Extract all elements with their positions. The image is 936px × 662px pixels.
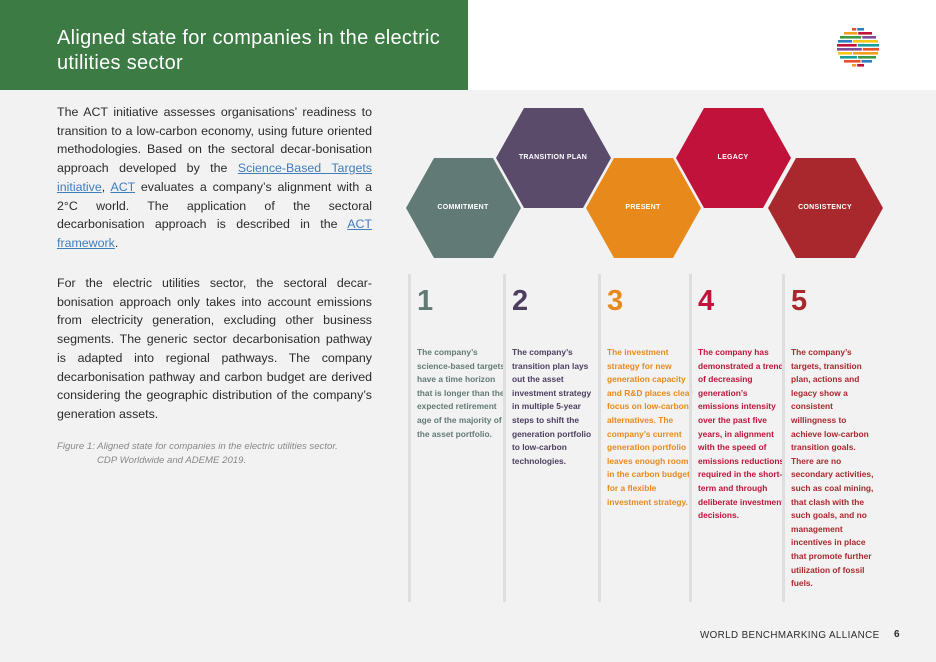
logo-stripe: [858, 56, 876, 59]
criteria-column-1: [408, 274, 503, 602]
criteria-column-3: [598, 274, 693, 602]
criteria-number: 3: [607, 285, 624, 317]
page-title: Aligned state for companies in the electric utilities sector: [57, 27, 441, 74]
logo-stripe: [844, 60, 861, 63]
criteria-number: 2: [512, 285, 529, 317]
hexagon-label: PRESENT: [625, 204, 661, 211]
criteria-description: The company’s transition plan lays out the asset investment strategy in multiple 5-year steps to shift the generation portfolio to low-carbon technologies.: [512, 347, 592, 466]
hexagon-label: TRANSITION PLAN: [518, 154, 588, 161]
logo-stripe: [837, 48, 862, 51]
logo-stripe: [863, 48, 879, 51]
figure-caption: [57, 440, 379, 468]
criteria-number: 1: [417, 285, 434, 317]
logo-stripe: [857, 28, 864, 31]
criteria-description: The investment strategy for new generation capacity and R&D places clear focus on low-carbon alternatives. The company’s current generation portfolio leaves enough room in the carbon budget for a flexible investment strategy.: [607, 347, 693, 507]
intro-paragraph: [57, 103, 372, 253]
page-number: 6: [894, 629, 900, 640]
act-framework-link[interactable]: ACT framework: [57, 217, 372, 250]
logo-stripe: [840, 56, 857, 59]
sector-paragraph: For the electric utilities sector, the sectoral decar-bonisation approach only takes into account emissions from electricity generation, excluding other business segments. The generic sector decarbonisation pathway is adapted into regional pathways. The company decarbonisation pathway and carbon budget are derived considering the geographic distribution of the company’s generation assets.: [57, 276, 372, 421]
striped-globe-logo: [836, 26, 880, 68]
criteria-description: The company has demonstrated a trend of decreasing generation’s emissions intensity over the past five years, in alignment with the speed of emissions reductions required in the short-term and through deliberate investment decisions.: [698, 347, 785, 521]
logo-stripe: [858, 44, 879, 47]
intro-text-1: The ACT initiative assesses organisations’ readiness to transition to a low-carbon economy, using future oriented methodologies. Based on the sectoral decar-bonisation approach developed by the: [57, 105, 372, 176]
logo-stripe: [857, 64, 864, 67]
criteria-number: 5: [791, 285, 808, 317]
caption-line-1: Figure 1: Aligned state for companies in the electric utilities sector.: [57, 441, 338, 452]
criteria-description: The company’s targets, transition plan, actions and legacy show a consistent willingness to achieve low-carbon transition goals. There are no secondary activities, such as coal mining, that clash with the such goals, and no management incentives in place that promote further utilization of fossil fuels.: [791, 347, 874, 589]
hexagon-label: LEGACY: [717, 154, 749, 161]
criteria-column-5: [782, 274, 877, 602]
caption-line-2: CDP Worldwide and ADEME 2019.: [97, 455, 247, 466]
logo-stripe: [853, 52, 878, 55]
criteria-number: 4: [698, 285, 715, 317]
footer-org: WORLD BENCHMARKING ALLIANCE: [700, 630, 880, 641]
logo-stripe: [853, 40, 878, 43]
hexagon-label: CONSISTENCY: [798, 204, 852, 211]
hexagon-label: COMMITMENT: [437, 204, 489, 211]
act-link[interactable]: ACT: [110, 179, 135, 194]
hexagon-consistency: [768, 158, 883, 258]
logo-stripe: [852, 64, 856, 67]
sbti-link[interactable]: Science-Based Targets initiative: [57, 161, 372, 194]
intro-text-3: evaluates a company’s alignment with a 2°C world. The application of the sectoral decarbonisation approach is described in the: [57, 179, 372, 232]
logo-stripe: [862, 36, 876, 39]
logo-stripe: [862, 60, 872, 63]
logo-stripe: [852, 28, 856, 31]
logo-stripe: [838, 40, 852, 43]
criteria-column-2: [503, 274, 598, 602]
criteria-column-4: [689, 274, 784, 602]
intro-text-4: .: [114, 235, 119, 250]
logo-stripe: [858, 32, 872, 35]
logo-stripe: [837, 44, 857, 47]
criteria-description: The company’s science-based targets have a time horizon that is longer than the expected retirement age of the majority of the asset portfolio.: [417, 347, 505, 439]
intro-text-2: ,: [101, 179, 111, 194]
logo-stripe: [844, 32, 857, 35]
header-banner: [0, 0, 468, 90]
logo-stripe: [840, 36, 861, 39]
logo-stripe: [838, 52, 852, 55]
